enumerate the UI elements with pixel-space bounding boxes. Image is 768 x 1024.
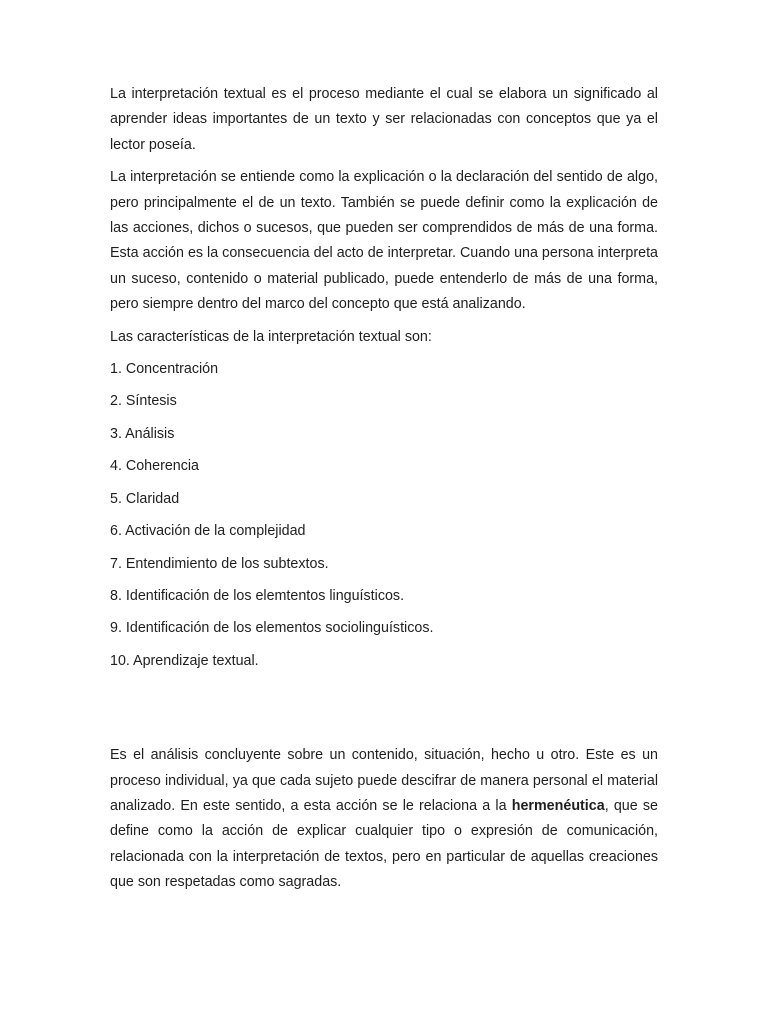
list-intro: Las características de la interpretación textual son: (110, 328, 432, 345)
paragraph-definition: La interpretación textual es el proceso mediante el cual se elabora un significado al aprender ideas importantes de un texto y ser relacionadas con conceptos que ya el lector poseía. (110, 86, 658, 153)
list-item: 6. Activación de la complejidad (110, 523, 306, 540)
list-item: 4. Coherencia (110, 458, 200, 475)
blank-space (110, 681, 658, 743)
hermeneutica-term: hermenéutica (511, 797, 605, 814)
paragraph-hermeneutics-end: , que se define como la acción de explicar cualquier tipo o expresión de comunicación, relacionada con la interpretación de textos, pero en particular de aquellas creaciones que son respetadas como sagradas. (110, 797, 658, 891)
list-item: 1. Concentración (110, 361, 219, 378)
characteristics-list (110, 357, 658, 674)
list-item: 3. Análisis (110, 425, 175, 442)
paragraph-explanation: La interpretación se entiende como la explicación o la declaración del sentido de algo, pero principalmente el de un texto. También se puede definir como la explicación de las acciones, dichos o sucesos, que pueden ser comprendidos de más de una forma. Esta acción es la consecuencia del acto de interpretar. Cuando una persona interpreta un suceso, contenido o material publicado, puede entenderlo de más de una forma, pero siempre dentro del marco del concepto que está analizando. (110, 169, 658, 313)
list-item: 5. Claridad (110, 490, 180, 507)
list-item: 8. Identificación de los elemtentos linguísticos. (110, 587, 405, 604)
list-item: 9. Identificación de los elementos sociolinguísticos. (110, 620, 434, 637)
document-page (110, 82, 658, 903)
list-item: 2. Síntesis (110, 393, 177, 410)
list-item: 7. Entendimiento de los subtextos. (110, 555, 329, 572)
paragraph-hermeneutics (110, 743, 658, 895)
list-item: 10. Aprendizaje textual. (110, 652, 259, 669)
paragraph-hermeneutics-start: Es el análisis concluyente sobre un contenido, situación, hecho u otro. Este es un proceso individual, ya que cada sujeto puede descifrar de manera personal el material analizado. En este sentido, a esta acción se le relaciona a la (110, 747, 658, 814)
